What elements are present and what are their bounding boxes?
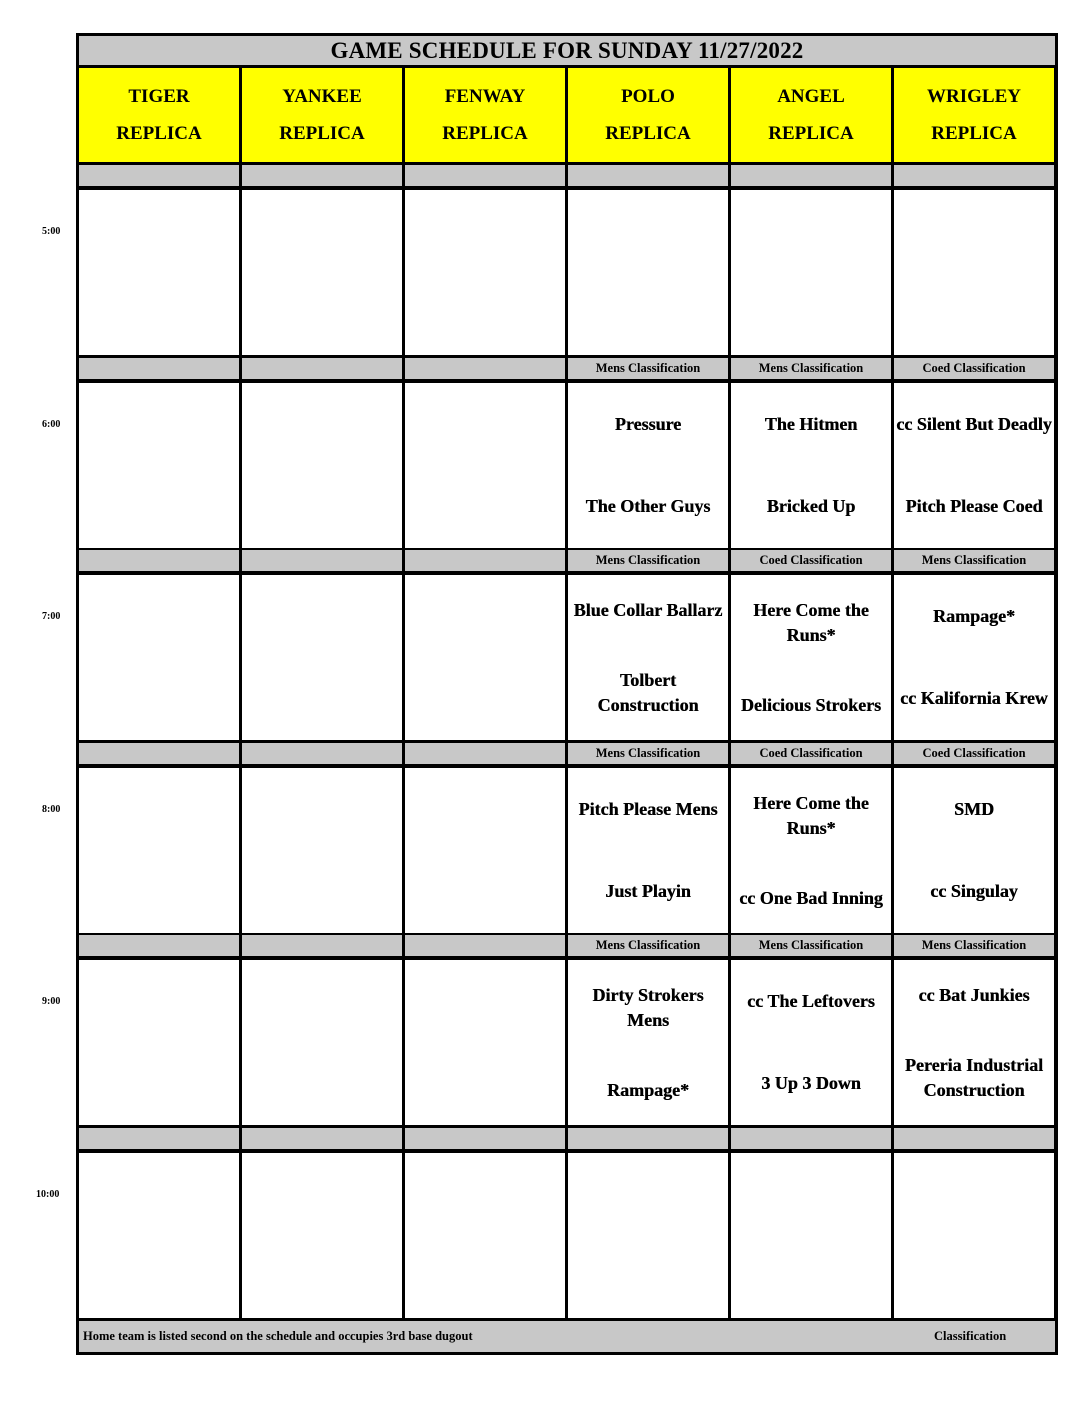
classification-label: Coed Classification bbox=[731, 743, 891, 764]
game-slot bbox=[731, 768, 891, 933]
home-team: Rampage* bbox=[607, 1079, 689, 1100]
game-slot bbox=[79, 575, 239, 740]
game-slot bbox=[242, 1153, 402, 1318]
game-slot bbox=[894, 768, 1054, 933]
classification-label bbox=[242, 743, 402, 764]
classification-label bbox=[894, 165, 1054, 186]
game-slot bbox=[242, 960, 402, 1125]
time-label: 5:00 bbox=[42, 226, 61, 237]
game-slot bbox=[405, 190, 565, 355]
game-slot bbox=[79, 960, 239, 1125]
game-slot bbox=[568, 383, 728, 548]
classification-label: Mens Classification bbox=[568, 743, 728, 764]
schedule-title: GAME SCHEDULE FOR SUNDAY 11/27/2022 bbox=[79, 36, 1055, 65]
classification-label bbox=[79, 550, 239, 571]
away-team: Here Come the Runs* bbox=[753, 599, 869, 645]
home-team: Tolbert Construction bbox=[597, 669, 699, 715]
away-team: Pressure bbox=[614, 413, 682, 434]
classification-label bbox=[79, 358, 239, 379]
classification-label bbox=[405, 743, 565, 764]
classification-label bbox=[405, 358, 565, 379]
classification-label bbox=[731, 1128, 891, 1149]
classification-label: Mens Classification bbox=[731, 935, 891, 956]
time-label: 8:00 bbox=[42, 804, 61, 815]
field-name: TIGER bbox=[128, 86, 190, 107]
home-team: Bricked Up bbox=[766, 496, 856, 517]
game-slot bbox=[894, 575, 1054, 740]
game-slot bbox=[894, 383, 1054, 548]
field-subtitle: REPLICA bbox=[605, 123, 691, 144]
classification-label bbox=[405, 165, 565, 186]
field-name: POLO bbox=[621, 86, 675, 107]
away-team: cc Silent But Deadly bbox=[896, 413, 1052, 434]
field-name: ANGEL bbox=[777, 86, 845, 107]
game-slot bbox=[894, 190, 1054, 355]
field-subtitle: REPLICA bbox=[931, 123, 1017, 144]
away-team: cc Bat Junkies bbox=[918, 984, 1030, 1005]
classification-label: Mens Classification bbox=[568, 550, 728, 571]
game-slot bbox=[894, 1153, 1054, 1318]
game-slot bbox=[568, 960, 728, 1125]
home-team: cc Kalifornia Krew bbox=[900, 688, 1048, 709]
classification-label: Coed Classification bbox=[894, 358, 1054, 379]
field-subtitle: REPLICA bbox=[279, 123, 365, 144]
away-team: Here Come the Runs* bbox=[753, 792, 869, 838]
game-slot bbox=[405, 960, 565, 1125]
classification-label: Mens Classification bbox=[731, 358, 891, 379]
game-slot bbox=[731, 190, 891, 355]
field-header-yankee bbox=[242, 68, 402, 162]
classification-label bbox=[242, 935, 402, 956]
classification-label: Coed Classification bbox=[894, 743, 1054, 764]
game-slot bbox=[568, 190, 728, 355]
game-slot bbox=[405, 1153, 565, 1318]
field-subtitle: REPLICA bbox=[442, 123, 528, 144]
schedule-table bbox=[76, 33, 1058, 1355]
game-slot bbox=[568, 768, 728, 933]
game-slot bbox=[731, 1153, 891, 1318]
game-slot bbox=[405, 575, 565, 740]
field-header-fenway bbox=[405, 68, 565, 162]
field-header-tiger bbox=[79, 68, 239, 162]
field-name: FENWAY bbox=[444, 86, 526, 107]
game-slot bbox=[405, 383, 565, 548]
home-team: 3 Up 3 Down bbox=[761, 1073, 861, 1094]
home-team: Delicious Strokers bbox=[740, 694, 882, 715]
footer-bar bbox=[79, 1321, 1055, 1352]
game-slot bbox=[242, 190, 402, 355]
game-slot bbox=[79, 768, 239, 933]
home-team: Pitch Please Coed bbox=[905, 496, 1043, 517]
away-team: SMD bbox=[954, 798, 994, 819]
classification-label bbox=[894, 1128, 1054, 1149]
classification-label: Mens Classification bbox=[894, 550, 1054, 571]
classification-label bbox=[568, 165, 728, 186]
away-team: Dirty Strokers Mens bbox=[592, 984, 704, 1030]
time-label: 7:00 bbox=[42, 611, 61, 622]
classification-label: Mens Classification bbox=[568, 358, 728, 379]
game-slot bbox=[731, 960, 891, 1125]
away-team: cc The Leftovers bbox=[747, 990, 875, 1011]
game-slot bbox=[79, 190, 239, 355]
classification-label bbox=[405, 1128, 565, 1149]
field-name: YANKEE bbox=[282, 86, 362, 107]
field-header-polo bbox=[568, 68, 728, 162]
game-slot bbox=[79, 383, 239, 548]
game-slot bbox=[242, 768, 402, 933]
classification-label bbox=[79, 1128, 239, 1149]
time-label: 10:00 bbox=[36, 1189, 60, 1200]
home-team: cc One Bad Inning bbox=[739, 887, 883, 908]
classification-label bbox=[405, 935, 565, 956]
field-header-wrigley bbox=[894, 68, 1054, 162]
time-label: 6:00 bbox=[42, 419, 61, 430]
game-slot bbox=[242, 383, 402, 548]
field-subtitle: REPLICA bbox=[768, 123, 854, 144]
classification-label: Mens Classification bbox=[894, 935, 1054, 956]
field-subtitle: REPLICA bbox=[116, 123, 202, 144]
field-name: WRIGLEY bbox=[927, 86, 1021, 107]
away-team: Blue Collar Ballarz bbox=[573, 599, 723, 620]
classification-label bbox=[242, 550, 402, 571]
game-slot bbox=[79, 1153, 239, 1318]
game-slot bbox=[405, 768, 565, 933]
time-label: 9:00 bbox=[42, 996, 61, 1007]
away-team: Rampage* bbox=[933, 605, 1015, 626]
classification-label: Coed Classification bbox=[731, 550, 891, 571]
classification-label: Mens Classification bbox=[568, 935, 728, 956]
game-slot bbox=[731, 383, 891, 548]
field-header-angel bbox=[731, 68, 891, 162]
classification-label bbox=[568, 1128, 728, 1149]
game-slot bbox=[568, 1153, 728, 1318]
classification-label bbox=[405, 550, 565, 571]
home-team: The Other Guys bbox=[585, 496, 711, 517]
classification-label bbox=[242, 358, 402, 379]
classification-label bbox=[79, 165, 239, 186]
classification-label bbox=[731, 165, 891, 186]
game-slot bbox=[568, 575, 728, 740]
classification-label bbox=[242, 165, 402, 186]
away-team: Pitch Please Mens bbox=[578, 798, 718, 819]
home-team: Just Playin bbox=[605, 881, 691, 902]
game-slot bbox=[242, 575, 402, 740]
classification-label bbox=[242, 1128, 402, 1149]
classification-label bbox=[79, 743, 239, 764]
away-team: The Hitmen bbox=[764, 413, 858, 434]
game-slot bbox=[731, 575, 891, 740]
classification-label bbox=[79, 935, 239, 956]
home-team: cc Singulay bbox=[930, 881, 1018, 902]
footer-classification-label: Classification bbox=[934, 1329, 1007, 1343]
home-team: Pereria Industrial Construction bbox=[904, 1054, 1044, 1100]
game-slot bbox=[894, 960, 1054, 1125]
home-team-note: Home team is listed second on the schedule and occupies 3rd base dugout bbox=[83, 1329, 473, 1343]
